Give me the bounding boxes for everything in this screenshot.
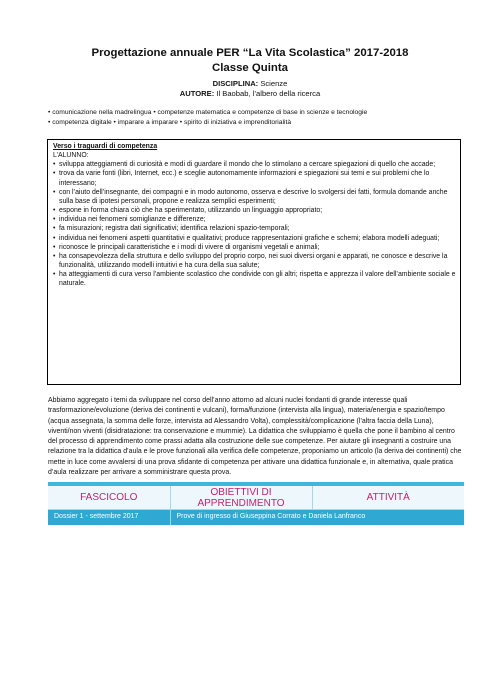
table-row <box>48 510 464 526</box>
goal-item: • sviluppa atteggiamenti di curiosità e modi di guardare il mondo che lo stimolano a cercare spiegazioni di quello che accade; <box>53 160 456 169</box>
goal-item: • individua nei fenomeni aspetti quantitativi e qualitativi; produce rappresentazioni grafiche e schemi; elabora modelli adeguati; <box>53 234 456 243</box>
cell-obiettivi: Prove di ingresso di Giuseppina Corrato e Daniela Lanfranco <box>170 510 464 526</box>
competence-goals-box <box>47 139 461 385</box>
class-title: Classe Quinta <box>212 62 288 74</box>
author-line <box>0 89 500 98</box>
goal-item: • individua nei fenomeni somiglianze e differenze; <box>53 215 456 224</box>
discipline-line <box>0 79 500 88</box>
goal-item: • espone in forma chiara ciò che ha sperimentato, utilizzando un linguaggio appropriato; <box>53 206 456 215</box>
discipline-label: DISCIPLINA: <box>212 79 259 88</box>
goals-list <box>53 160 456 288</box>
goal-item: • fa misurazioni; registra dati significativi; identifica relazioni spazio-temporali; <box>53 224 456 233</box>
goal-item: • ha atteggiamenti di cura verso l’ambiente scolastico che condivide con gli altri; rispetta e apprezza il valore dell’ambiente sociale e naturale. <box>53 270 456 288</box>
competence-line-1: • comunicazione nella madrelingua • competenze matematica e competenze di base in scienze e tecnologie <box>48 109 368 116</box>
discipline-value: Scienze <box>258 79 288 88</box>
author-value: Il Baobab, l’albero della ricerca <box>214 89 321 98</box>
competence-line-2: • competenza digitale • imparare a imparare • spirito di iniziativa e imprenditorialità <box>48 119 292 126</box>
goal-item: • riconosce le principali caratteristiche e i modi di vivere di organismi vegetali e animali; <box>53 243 456 252</box>
goal-item: • con l’aiuto dell’insegnante, dei compagni e in modo autonomo, osserva e descrive lo svolgersi dei fatti, formula domande anche sulla base di ipotesi personali, propone e realizza semplici esperimenti; <box>53 188 456 206</box>
cell-fascicolo: Dossier 1 - settembre 2017 <box>48 510 170 526</box>
intro-paragraph: Abbiamo aggregato i temi da sviluppare nel corso dell’anno attorno ad alcuni nuclei fondanti di grande interesse quali trasformazione/evoluzione (deriva dei continenti e vulcani), forma/funzione (intervista alla lingua), materia/energia e spazio/tempo (acqua assegnata, la somma delle forze, intervista ad Alessandro Volta), complessità/complicazione (l’altra faccia della Luna), viventi/non viventi (disidratazione: tra conservazione e mummie). La didattica che sviluppiamo è quella che pone il bambino al centro del processo di apprendimento come prassi adatta alla costruzione delle sue competenze. Per aiutare gli insegnanti a costruire una relazione tra la didattica d’aula e le prove funzionali alla verifica delle competenze, proponiamo un articolo (la deriva dei continenti) che mette in luce come avvalersi di una prova sfidante di competenza per attivare una didattica funzionale e, in alternativa, quale pratica d’aula realizzare per arrivare a somministrare questa prova. <box>48 397 462 477</box>
box-heading: Verso i traguardi di competenza <box>53 143 158 150</box>
goal-item: • ha consapevolezza della struttura e dello sviluppo del proprio corpo, nei suoi diversi organi e apparati, ne conosce e descrive la funzionalità, utilizzando modelli intuitivi e ha cura della sua salute; <box>53 252 456 270</box>
header-obiettivi: OBIETTIVI DI APPRENDIMENTO <box>170 484 312 510</box>
box-intro: L’ALUNNO: <box>53 152 89 160</box>
table-header-row <box>48 484 464 510</box>
author-label: AUTORE: <box>179 89 215 98</box>
header-fascicolo: FASCICOLO <box>48 484 170 510</box>
goal-item: • trova da varie fonti (libri, Internet, ecc.) e sceglie autonomamente informazioni e spiegazioni sui temi e sui problemi che lo interessano; <box>53 169 456 187</box>
document-title: Progettazione annuale PER “La Vita Scolastica” 2017-2018 <box>91 47 409 59</box>
activities-table <box>48 482 464 525</box>
header-attivita: ATTIVITÀ <box>312 484 464 510</box>
